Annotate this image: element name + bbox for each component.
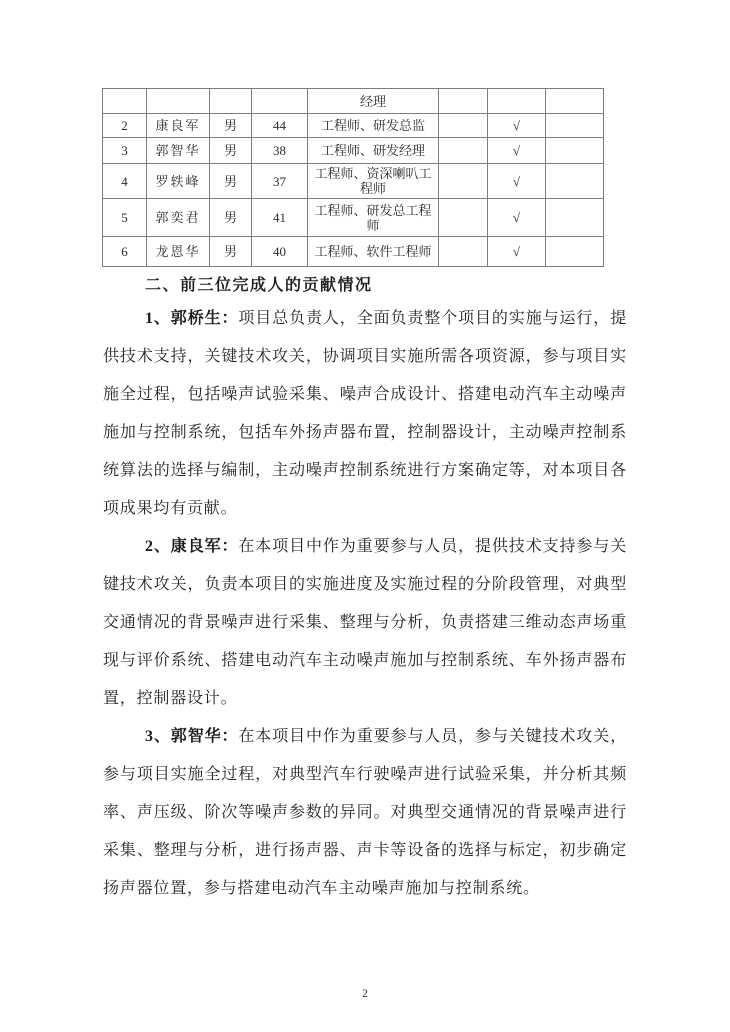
gender-cell: 男 (210, 199, 252, 237)
checkmark-cell: √ (488, 237, 546, 267)
paragraph-body: 在本项目中作为重要参与人员，提供技术支持参与关键技术攻关，负责本项目的实施进度及实施过程的分阶段管理，对典型交通情况的背景噪声进行采集、整理与分析，负责搭建三维动态声场重现与评价系统、搭建电动汽车主动噪声施加与控制系统、车外扬声器布置，控制器设计。 (103, 538, 627, 707)
title-cell: 工程师、软件工程师 (308, 237, 439, 267)
age-cell (252, 89, 308, 114)
blank-cell (439, 237, 488, 267)
blank-cell (546, 138, 604, 164)
paragraph-lead: 2、康良军： (145, 538, 239, 555)
blank-cell (546, 199, 604, 237)
paragraph-lead: 1、郭桥生： (145, 310, 239, 327)
blank-cell (439, 164, 488, 199)
checkmark-cell: √ (488, 164, 546, 199)
paragraph-lead: 3、郭智华： (145, 728, 239, 745)
age-cell: 37 (252, 164, 308, 199)
section-heading: 二、前三位完成人的贡献情况 (145, 277, 373, 294)
blank-cell (546, 164, 604, 199)
row-number-cell: 5 (103, 199, 147, 237)
row-number-cell: 6 (103, 237, 147, 267)
paragraph-kang-liangjun (103, 528, 627, 718)
blank-cell (439, 138, 488, 164)
age-cell: 38 (252, 138, 308, 164)
name-cell (147, 89, 210, 114)
checkmark-cell: √ (488, 138, 546, 164)
table-row (103, 89, 604, 114)
title-cell: 经理 (308, 89, 439, 114)
blank-cell (546, 237, 604, 267)
name-cell: 龙恩华 (147, 237, 210, 267)
gender-cell: 男 (210, 164, 252, 199)
row-number-cell (103, 89, 147, 114)
checkmark-cell: √ (488, 199, 546, 237)
checkmark-cell: √ (488, 114, 546, 138)
gender-cell (210, 89, 252, 114)
blank-cell (439, 114, 488, 138)
table-row (103, 199, 604, 237)
title-cell: 工程师、资深喇叭工程师 (308, 164, 439, 199)
age-cell: 44 (252, 114, 308, 138)
contribution-paragraphs (103, 300, 627, 908)
paragraph-guo-zhihua (103, 718, 627, 908)
table-row (103, 237, 604, 267)
title-cell: 工程师、研发经理 (308, 138, 439, 164)
completers-table (102, 88, 604, 267)
blank-cell (546, 114, 604, 138)
gender-cell: 男 (210, 138, 252, 164)
row-number-cell: 4 (103, 164, 147, 199)
name-cell: 郭奕君 (147, 199, 210, 237)
gender-cell: 男 (210, 237, 252, 267)
gender-cell: 男 (210, 114, 252, 138)
page-number: 2 (362, 986, 368, 1000)
paragraph-body: 在本项目中作为重要参与人员，参与关键技术攻关，参与项目实施全过程，对典型汽车行驶噪声进行试验采集，并分析其频率、声压级、阶次等噪声参数的异同。对典型交通情况的背景噪声进行采集、整理与分析，进行扬声器、声卡等设备的选择与标定，初步确定扬声器位置，参与搭建电动汽车主动噪声施加与控制系统。 (103, 728, 627, 897)
name-cell: 郭智华 (147, 138, 210, 164)
blank-cell (546, 89, 604, 114)
name-cell: 康良军 (147, 114, 210, 138)
paragraph-body: 项目总负责人，全面负责整个项目的实施与运行，提供技术支持，关键技术攻关，协调项目实施所需各项资源，参与项目实施全过程，包括噪声试验采集、噪声合成设计、搭建电动汽车主动噪声施加与控制系统，包括车外扬声器布置，控制器设计，主动噪声控制系统算法的选择与编制，主动噪声控制系统进行方案确定等，对本项目各项成果均有贡献。 (103, 310, 627, 517)
paragraph-guo-qiaosheng (103, 300, 627, 528)
age-cell: 41 (252, 199, 308, 237)
title-cell: 工程师、研发总工程师 (308, 199, 439, 237)
table-row (103, 138, 604, 164)
table-row (103, 164, 604, 199)
blank-cell (439, 89, 488, 114)
row-number-cell: 3 (103, 138, 147, 164)
table-row (103, 114, 604, 138)
age-cell: 40 (252, 237, 308, 267)
name-cell: 罗轶峰 (147, 164, 210, 199)
check-cell (488, 89, 546, 114)
blank-cell (439, 199, 488, 237)
title-cell: 工程师、研发总监 (308, 114, 439, 138)
row-number-cell: 2 (103, 114, 147, 138)
completers-table-wrap (102, 88, 604, 267)
